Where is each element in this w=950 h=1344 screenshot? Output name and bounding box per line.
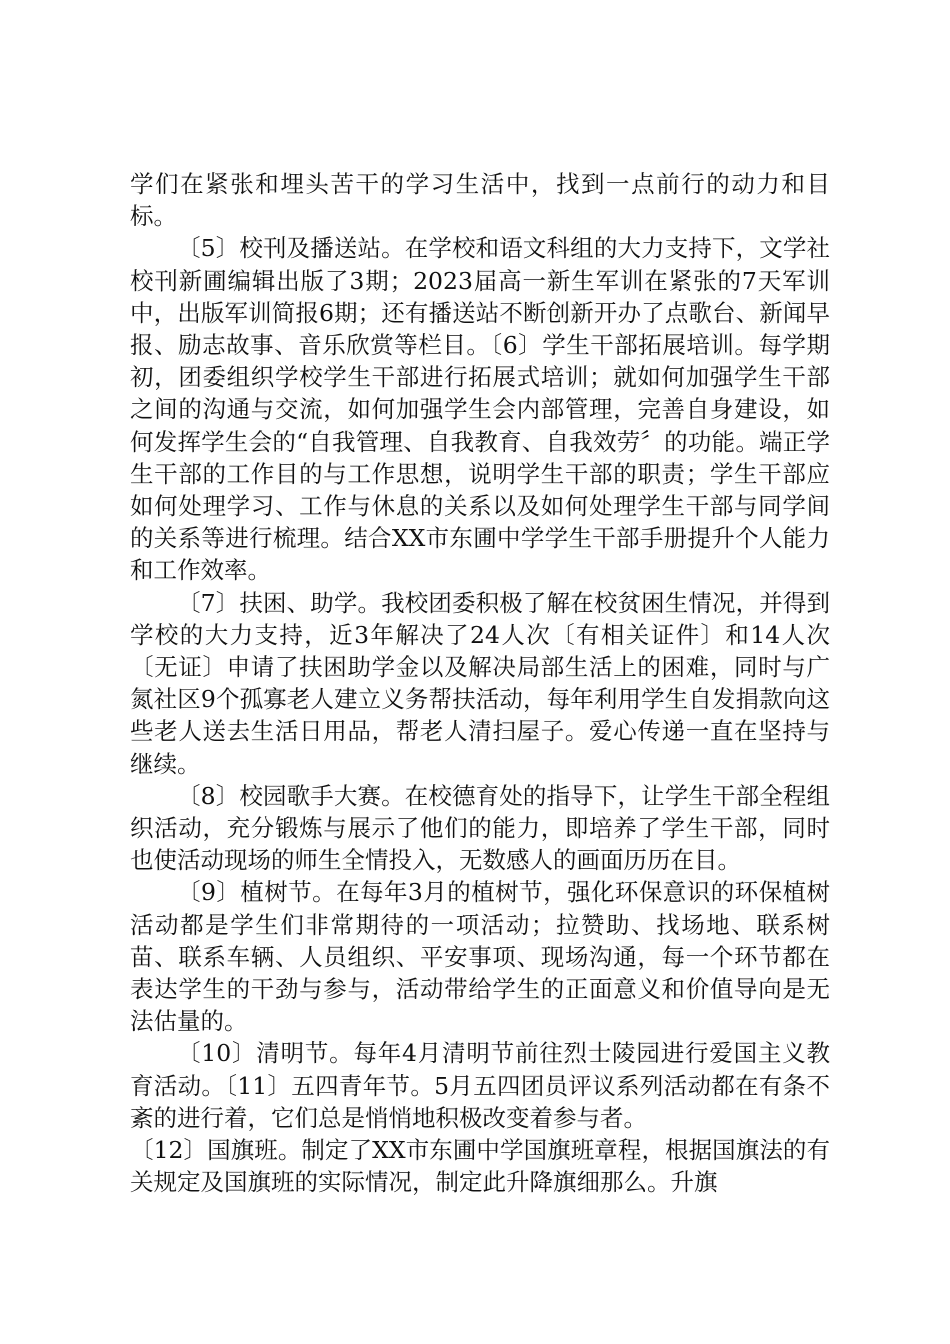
paragraph-arbor-day: 〔9〕植树节。在每年3月的植树节，强化环保意识的环保植树活动都是学生们非常期待的一项活动；拉赞助、找场地、联系树苗、联系车辆、人员组织、平安事项、现场沟通，每一个环节都在表达学生的干劲与参与，活动带给学生的正面意义和价值导向是无法估量的。 — [130, 878, 830, 1036]
paragraph-qingming-youth-day: 〔10〕清明节。每年4月清明节前往烈士陵园进行爱国主义教育活动。〔11〕五四青年节。5月五四团员评议系列活动都在有条不紊的进行着，它们总是悄悄地积极改变着参与者。 — [130, 1039, 830, 1132]
paragraph-flag-squad: 〔12〕国旗班。制定了XX市东圃中学国旗班章程，根据国旗法的有关规定及国旗班的实际情况，制定此升降旗细那么。升旗 — [130, 1136, 830, 1197]
paragraph-poverty-aid: 〔7〕扶困、助学。我校团委积极了解在校贫困生情况，并得到学校的大力支持，近3年解决了24人次〔有相关证件〕和14人次〔无证〕申请了扶困助学金以及解决局部生活上的困难，同时与广氮社区9个孤寡老人建立义务帮扶活动，每年利用学生自发捐款向这些老人送去生活日用品，帮老人清扫屋子。爱心传递一直在坚持与继续。 — [130, 588, 830, 778]
document-body — [130, 168, 830, 1199]
paragraph-school-magazine: 〔5〕校刊及播送站。在学校和语文科组的大力支持下，文学社校刊新圃编辑出版了3期；2023届高一新生军训在紧张的7天军训中，出版军训简报6期；还有播送站不断创新开办了点歌台、新闻早报、励志故事、音乐欣赏等栏目。〔6〕学生干部拓展培训。每学期初，团委组织学校学生干部进行拓展式培训；就如何加强学生干部之间的沟通与交流，如何加强学生会内部管理，完善自身建设，如何发挥学生会的“自我管理、自我教育、自我效劳〞的功能。端正学生干部的工作目的与工作思想，说明学生干部的职责；学生干部应如何处理学习、工作与休息的关系以及如何处理学生干部与同学间的关系等进行梳理。结合XX市东圃中学学生干部手册提升个人能力和工作效率。 — [130, 234, 830, 585]
paragraph-continuation: 学们在紧张和埋头苦干的学习生活中，找到一点前行的动力和目标。 — [130, 170, 830, 231]
paragraph-singer-contest: 〔8〕校园歌手大赛。在校德育处的指导下，让学生干部全程组织活动，充分锻炼与展示了他们的能力，即培养了学生干部，同时也使活动现场的师生全情投入，无数感人的画面历历在目。 — [130, 781, 830, 875]
